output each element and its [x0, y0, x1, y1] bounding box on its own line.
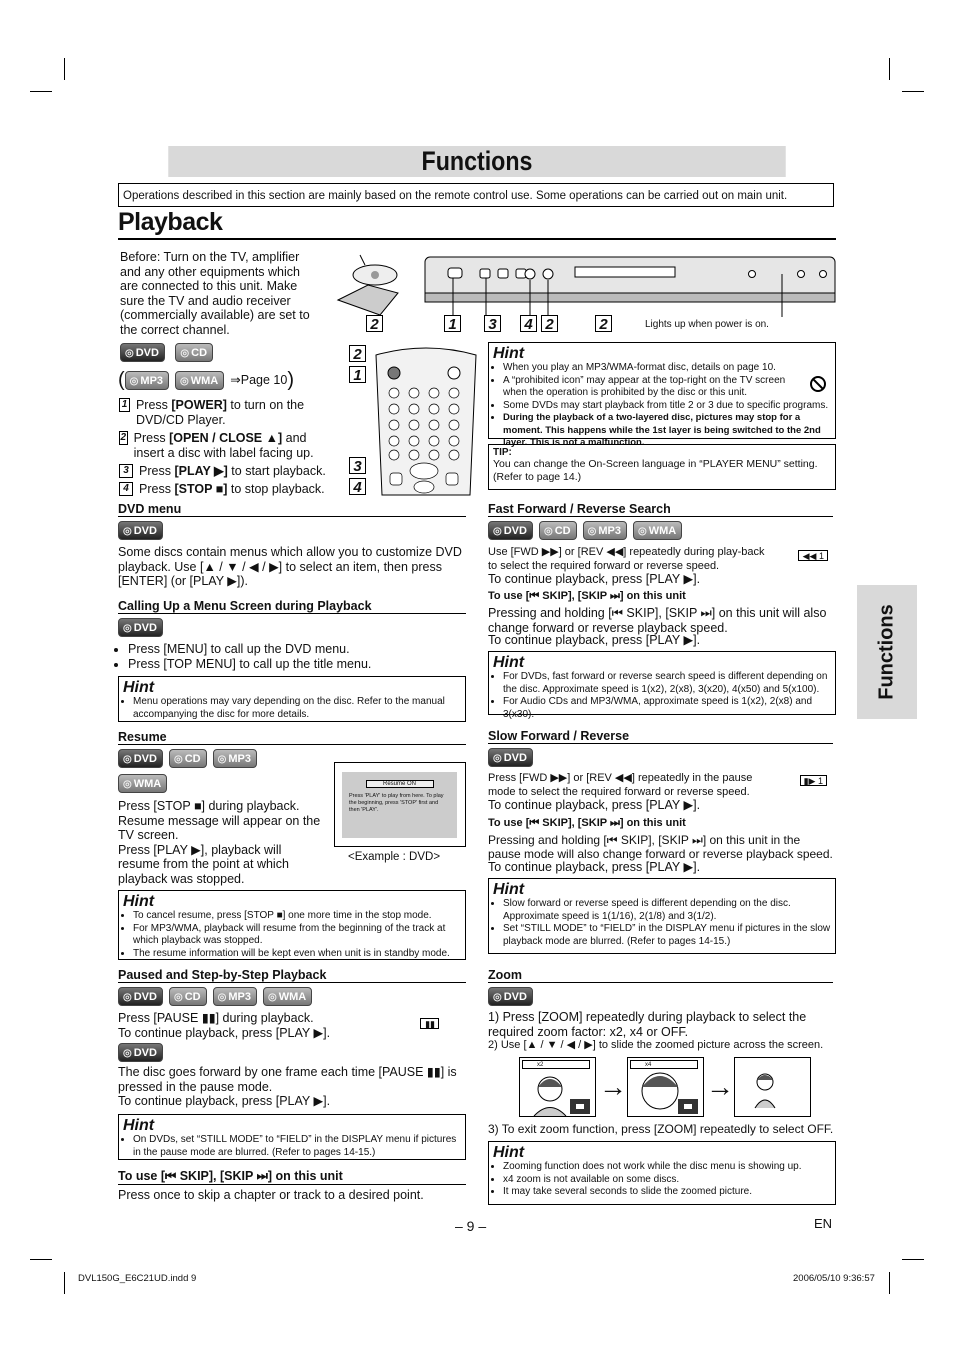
calling-item: • Press [TOP MENU] to call up the title menu.: [128, 657, 371, 672]
ff-text-2: To continue playback, press [PLAY ▶].: [488, 572, 701, 586]
hint-title: Hint: [123, 679, 155, 696]
zoom-label: x2: [522, 1060, 590, 1069]
calling-heading: Calling Up a Menu Screen during Playback: [118, 599, 466, 614]
face-icon: [520, 1069, 595, 1116]
remote-illustration: [372, 345, 480, 497]
dvd-badge: ◎ DVD: [118, 618, 163, 637]
hint-item: • For MP3/WMA, playback will resume from the beginning of the track at which playback was stopped.: [133, 923, 461, 948]
face-icon: [628, 1069, 703, 1116]
dvd-badge: ◎ DVD: [118, 749, 163, 768]
zoom-label: x4: [630, 1060, 698, 1069]
crop-mark: [64, 58, 65, 80]
example-caption: <Example : DVD>: [348, 851, 441, 863]
zoom-step-1: 1) Press [ZOOM] repeatedly during playback to select the required zoom factor: x2, x4 or OFF.: [488, 1010, 807, 1039]
hint-item: • When you play an MP3/WMA-format disc, details on page 10.: [503, 362, 831, 375]
step-2: 2 Press [OPEN / CLOSE ▲] and insert a disc with label facing up.: [120, 431, 314, 460]
remote-callout: 4: [349, 478, 366, 495]
hint-item: • On DVDs, set “STILL MODE” to “FIELD” in the DISPLAY menu if pictures in the pause mode are blurred. (Refer to pages 14-15.): [133, 1134, 461, 1159]
hint-title: Hint: [493, 345, 525, 362]
skip-text: Press once to skip a chapter or track to a desired point.: [118, 1188, 424, 1202]
hint-item: • Slow forward or reverse speed is different depending on the disc. Approximate speed is 1(1/16), 2(1/8) and 3(1/2).: [503, 898, 831, 923]
page-title: Functions: [168, 146, 785, 177]
dvd-menu-text: Some discs contain menus which allow you to customize DVD playback. Use [▲ / ▼ / ◀ / ▶] to select an item, then press [ENTER] (or [PLAY ▶]).: [118, 545, 462, 588]
tip-text: You can change the On-Screen language in “PLAYER MENU” setting. (Refer to page 14.): [493, 458, 818, 483]
resume-text-2: Press [PLAY ▶], playback will resume from the point at which playback was stopped.: [118, 842, 289, 886]
zoom-frame-off: [734, 1057, 811, 1117]
hint-item: • A “prohibited icon” may appear at the top-right on the TV screen when the operation is prohibited by the disc or this unit.: [503, 375, 831, 400]
device-callout: 2: [366, 315, 383, 332]
dvd-badge: ◎ DVD: [488, 748, 533, 767]
ff-text-4: To continue playback, press [PLAY ▶].: [488, 633, 701, 647]
hint-item: • Menu operations may vary depending on the disc. Refer to the manual accompanying the disc for more details.: [133, 696, 461, 721]
paused-text-3: The disc goes forward by one frame each time [PAUSE ▮▮] is pressed in the pause mode.: [118, 1065, 457, 1094]
intro-note: Operations described in this section are mainly based on the remote control use. Some operations can be carried out on main unit.: [118, 183, 834, 207]
crop-mark: [902, 91, 924, 92]
paused-heading: Paused and Step-by-Step Playback: [118, 968, 466, 983]
zoom-heading: Zoom: [488, 968, 833, 983]
dvd-badge: ◎ DVD: [488, 521, 533, 540]
hint-item: • The resume information will be kept even when unit is in standby mode.: [133, 948, 461, 961]
device-callout: 3: [484, 315, 501, 332]
screen-area: [342, 772, 457, 838]
cd-badge: ◎ CD: [539, 521, 577, 540]
wma-badge: ◎ WMA: [175, 371, 224, 390]
wma-badge: ◎ WMA: [263, 987, 312, 1006]
wma-badge: ◎ WMA: [633, 521, 682, 540]
mp3-badge: ◎ MP3: [583, 521, 627, 540]
dvd-menu-heading: DVD menu: [118, 502, 466, 517]
device-callout: 4: [520, 315, 537, 332]
dvd-player-illustration: [320, 245, 838, 320]
cd-badge: ◎ CD: [175, 343, 213, 362]
hint-title: Hint: [493, 1144, 525, 1161]
tip-box: [488, 444, 836, 490]
title-rule: [118, 238, 836, 240]
ff-hint: [488, 651, 836, 720]
ff-sub: To use [⏮ SKIP], [SKIP ⏭] on this unit: [488, 590, 686, 602]
ff-osd: ◀◀ 1: [798, 550, 828, 561]
device-callout: 2: [595, 315, 612, 332]
mp3-badge: ◎ MP3: [213, 987, 257, 1006]
dvd-badge: ◎ DVD: [488, 987, 533, 1006]
paused-text: [118, 1011, 418, 1040]
crop-mark: [902, 1259, 924, 1260]
hint-box: [488, 342, 836, 448]
hint-item: • Zooming function does not work while the disc menu is showing up.: [503, 1161, 831, 1174]
dvd-badge: ◎ DVD: [118, 1043, 163, 1062]
paused-text-1: Press [PAUSE ▮▮] during playback.: [118, 1011, 314, 1025]
hint-item: • It may take several seconds to slide the zoomed picture.: [503, 1186, 831, 1199]
step-4: 4 Press [STOP ■] to stop playback.: [119, 482, 331, 497]
resume-screen-text: Press 'PLAY' to play from here. To play the beginning, press 'STOP' first and then 'PLAY'.: [349, 793, 444, 813]
hint-item: • To cancel resume, press [STOP ■] one more time in the stop mode.: [133, 910, 461, 923]
resume-hint: [118, 890, 466, 960]
hint-title: Hint: [493, 881, 525, 898]
calling-hint: [118, 676, 466, 722]
tip-title: TIP:: [493, 447, 512, 458]
resume-screen: [334, 762, 466, 847]
cd-badge: ◎ CD: [169, 987, 207, 1006]
paused-text-b: [118, 1065, 464, 1109]
resume-badges: [118, 749, 318, 793]
ff-heading: Fast Forward / Reverse Search: [488, 502, 833, 517]
dvd-badge: ◎ DVD: [118, 987, 163, 1006]
slow-text-4: To continue playback, press [PLAY ▶].: [488, 860, 701, 874]
remote-callout: 1: [349, 366, 366, 383]
playback-title: Playback: [118, 208, 223, 236]
face-icon: [735, 1058, 810, 1116]
device-callout: 2: [541, 315, 558, 332]
mp3-badge: ◎ MP3: [213, 749, 257, 768]
page-number: – 9 –: [455, 1218, 487, 1234]
hint-item: • x4 zoom is not available on some discs.: [503, 1174, 831, 1187]
disc-badges: [120, 343, 219, 362]
side-tab-label: Functions: [875, 604, 898, 700]
dvd-badge: ◎ DVD: [120, 343, 165, 362]
slow-text-1: Press [FWD ▶▶] or [REV ◀◀] repeatedly in the pause mode to select the required forward or reverse speed.: [488, 772, 753, 798]
side-tab: [857, 585, 917, 719]
mp3-badge: ◎ MP3: [125, 371, 169, 390]
hint-item: • Some DVDs may start playback from title 2 or 3 due to specific programs.: [503, 400, 831, 413]
crop-mark: [64, 1272, 65, 1294]
crop-mark: [889, 1272, 890, 1294]
power-light-note: Lights up when power is on.: [645, 319, 769, 330]
slow-heading: Slow Forward / Reverse: [488, 729, 833, 744]
paused-badges: [118, 987, 318, 1006]
zoom-step-3: 3) To exit zoom function, press [ZOOM] repeatedly to select OFF.: [488, 1122, 834, 1136]
zoom-frame-x4: [627, 1057, 704, 1117]
resume-text-1: Press [STOP ■] during playback. Resume message will appear on the TV screen.: [118, 799, 321, 842]
crop-mark: [889, 58, 890, 80]
remote-callout: 2: [349, 345, 366, 362]
calling-list: [118, 642, 371, 671]
ff-text-1: Use [FWD ▶▶] or [REV ◀◀] repeatedly during play-back to select the required forward or reverse speed.: [488, 546, 765, 572]
hint-title: Hint: [123, 893, 155, 910]
arrow-icon: →: [599, 1071, 627, 1102]
step-1: 1 Press [POWER] to turn on the DVD/CD Player.: [119, 398, 331, 427]
page-ref: Page 10: [240, 372, 288, 387]
prohibited-icon: [809, 375, 827, 393]
resume-heading: Resume: [118, 730, 466, 745]
device-callout: 1: [444, 315, 461, 332]
ff-badges: [488, 521, 688, 540]
paused-hint: [118, 1114, 466, 1160]
cd-badge: ◎ CD: [169, 749, 207, 768]
playback-steps: [119, 398, 331, 496]
slow-hint: [488, 878, 836, 954]
zoom-frame-x2: [519, 1057, 596, 1117]
dvd-badge: ◎ DVD: [118, 521, 163, 540]
crop-mark: [30, 91, 52, 92]
crop-mark: [30, 1259, 52, 1260]
paused-text-2: To continue playback, press [PLAY ▶].: [118, 1025, 331, 1040]
hint-item: • During the playback of a two-layered disc, pictures may stop for a moment. This happens while the 1st layer is being switched to the 2nd layer. This is not a malfunction.: [503, 412, 831, 450]
hint-item: • Set “STILL MODE” to “FIELD” in the DISPLAY menu if pictures in the slow playback mode are blurred. (Refer to pages 14-15.): [503, 923, 831, 948]
arrow-icon: →: [706, 1071, 734, 1102]
disc-badges-2: (◎ MP3◎ WMA ⇒Page 10): [118, 369, 294, 392]
zoom-step-2: 2) Use [▲ / ▼ / ◀ / ▶] to slide the zoomed picture across the screen.: [488, 1039, 824, 1051]
skip-heading: To use [⏮ SKIP], [SKIP ⏭] on this unit: [118, 1169, 466, 1185]
before-text: Before: Turn on the TV, amplifier and any other equipments which are connected to this unit. Make sure the TV and audio receiver (commercially available) are set to the correct channel.: [120, 250, 310, 337]
calling-item: • Press [MENU] to call up the DVD menu.: [128, 642, 371, 657]
hint-title: Hint: [123, 1117, 155, 1134]
slow-text-3: Pressing and holding [⏮ SKIP], [SKIP ⏭] on this unit in the pause mode will also change forward or reverse playback speed.: [488, 833, 833, 861]
hint-item: • For Audio CDs and MP3/WMA, approximate speed is 1(x2), 2(x8) and 3(x30).: [503, 696, 831, 721]
resume-on-label: Resume ON: [366, 780, 434, 788]
paused-text-4: To continue playback, press [PLAY ▶].: [118, 1094, 331, 1108]
hint-title: Hint: [493, 654, 525, 671]
remote-callout: 3: [349, 457, 366, 474]
slow-sub: To use [⏮ SKIP], [SKIP ⏭] on this unit: [488, 817, 686, 829]
slow-text-2: To continue playback, press [PLAY ▶].: [488, 798, 701, 812]
resume-text: [118, 799, 323, 886]
zoom-hint: [488, 1141, 836, 1205]
language-label: EN: [814, 1216, 833, 1231]
file-name: DVL150G_E6C21UD.indd 9: [78, 1273, 197, 1284]
slow-osd: ▮▶ 1: [800, 775, 827, 786]
wma-badge: ◎ WMA: [118, 774, 167, 793]
hint-item: • For DVDs, fast forward or reverse search speed is different depending on the disc. Approximate speed is 1(x2), 2(x8), 3(x20), 4(x50) and 5(x100).: [503, 671, 831, 696]
print-date: 2006/05/10 9:36:57: [793, 1273, 875, 1284]
ff-text-3: Pressing and holding [⏮ SKIP], [SKIP ⏭] on this unit will also change forward or reverse playback speed.: [488, 606, 827, 635]
step-3: 3 Press [PLAY ▶] to start playback.: [119, 464, 331, 479]
pause-osd: ▮▮: [420, 1018, 439, 1029]
